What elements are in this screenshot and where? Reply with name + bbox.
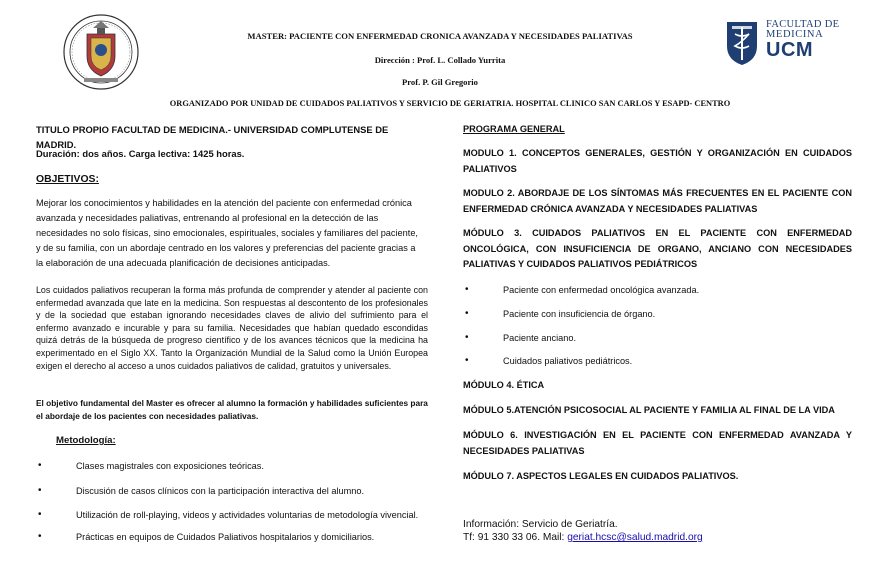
objetivos-paragraph-2: Los cuidados paliativos recuperan la forma más profunda de comprender y atender al paciente con enfermedad avanzada que late en la medicina. Son respuestas al descontento de los profesionales y de la sociedad que estaban ignorando necesidades claves de alivio del sufrimiento para el enfermo avanzado e incurable y para su familia. Necesidades que habían quedado escondidas quizá detrás de la búsqueda de progreso científico y de los avances técnicos que la medicina ha experimentado en el Siglo XX. Tanto la Organización Mundial de la Salud como la Unión Europea exigen el derecho al acceso a unos cuidados paliativos de calidad, gratuitos y universales. bbox=[36, 285, 428, 371]
modulo-3: MÓDULO 3. CUIDADOS PALIATIVOS EN EL PACIENTE CON ENFERMEDAD ONCOLÓGICA, CON INSUFICIENCIA DE ORGANO, ANCIANO CON NECESIDADES PALIATIVAS Y CUIDADOS PALIATIVOS PEDIÁTRICOS bbox=[463, 228, 852, 269]
master-title: MASTER: PACIENTE CON ENFERMEDAD CRONICA AVANZADA Y NECESIDADES PALIATIVAS bbox=[247, 31, 633, 41]
metodologia-list bbox=[38, 460, 426, 544]
objetivos-heading: OBJETIVOS: bbox=[36, 174, 99, 185]
professor-line: Prof. P. Gil Gregorio bbox=[402, 77, 478, 87]
modulo-3-list bbox=[465, 284, 850, 368]
modulo-1: MODULO 1. CONCEPTOS GENERALES, GESTIÓN Y ORGANIZACIÓN EN CUIDADOS PALIATIVOS bbox=[463, 148, 852, 174]
contact-line bbox=[463, 531, 703, 544]
list-item: • Prácticas en equipos de Cuidados Paliativos hospitalarios y domiciliarios. bbox=[38, 531, 426, 544]
list-item: • Paciente anciano. bbox=[465, 332, 850, 345]
logo-text-faculty: FACULTAD DE bbox=[766, 19, 840, 30]
modulo-5: MÓDULO 5.ATENCIÓN PSICOSOCIAL AL PACIENTE Y FAMILIA AL FINAL DE LA VIDA bbox=[463, 405, 835, 415]
logo-text-medicina: MEDICINA bbox=[766, 29, 824, 40]
ucm-faculty-logo bbox=[724, 18, 848, 66]
list-item: • Cuidados paliativos pediátricos. bbox=[465, 355, 850, 368]
list-item: • Discusión de casos clínicos con la participación interactiva del alumno. bbox=[38, 485, 426, 498]
organizer-line: ORGANIZADO POR UNIDAD DE CUIDADOS PALIATIVOS Y SERVICIO DE GERIATRIA. HOSPITAL CLINICO SAN CARLOS Y ESAPD- CENTRO bbox=[169, 99, 731, 108]
list-item: • Paciente con enfermedad oncológica avanzada. bbox=[465, 284, 850, 297]
contact-info: Información: Servicio de Geriatría. bbox=[463, 519, 618, 530]
list-item: • Utilización de roll-playing, videos y actividades voluntarias de metodología vivencial. bbox=[38, 509, 426, 522]
objetivo-fundamental: El objetivo fundamental del Master es ofrecer al alumno la formación y habilidades suficientes para el abordaje de los pacientes con necesidades paliativas. bbox=[36, 398, 428, 421]
modulo-2: MODULO 2. ABORDAJE DE LOS SÍNTOMAS MÁS FRECUENTES EN EL PACIENTE CON ENFERMEDAD CRÓNICA AVANZADA Y NECESIDADES PALIATIVAS bbox=[463, 188, 852, 214]
direccion-line: Dirección : Prof. L. Collado Yurrita bbox=[374, 55, 506, 65]
modulo-7: MÓDULO 7. ASPECTOS LEGALES EN CUIDADOS PALIATIVOS. bbox=[463, 471, 739, 481]
email-link[interactable]: geriat.hcsc@salud.madrid.org bbox=[567, 532, 703, 543]
university-seal-logo bbox=[62, 12, 140, 94]
titulo-propio: TITULO PROPIO FACULTAD DE MEDICINA.- UNIVERSIDAD COMPLUTENSE DE MADRID. bbox=[36, 124, 389, 150]
programa-heading: PROGRAMA GENERAL bbox=[463, 124, 565, 134]
metodologia-heading: Metodología: bbox=[56, 435, 116, 446]
logo-text-ucm: UCM bbox=[766, 39, 814, 61]
modulo-4: MÓDULO 4. ÉTICA bbox=[463, 380, 545, 390]
list-item: • Clases magistrales con exposiciones teóricas. bbox=[38, 460, 426, 473]
modulo-6: MÓDULO 6. INVESTIGACIÓN EN EL PACIENTE CON ENFERMEDAD AVANZADA Y NECESIDADES PALIATIVAS bbox=[463, 430, 852, 456]
list-item: • Paciente con insuficiencia de órgano. bbox=[465, 308, 850, 321]
duracion: Duración: dos años. Carga lectiva: 1425 horas. bbox=[36, 148, 245, 159]
objetivos-paragraph-1: Mejorar los conocimientos y habilidades en la atención del paciente con enfermedad crónica avanzada y necesidades paliativas, entrenando al profesional en la detección de las necesidades no solo físicas, sino emocionales, espirituales, sociales y familiares del paciente, y de su familia, con un abordaje centrado en los valores y preferencias del paciente gracias a la elaboración de una adecuada planificación de decisiones anticipadas. bbox=[36, 198, 418, 268]
phone-mail-label: Tf: 91 330 33 06. Mail: bbox=[463, 532, 568, 543]
